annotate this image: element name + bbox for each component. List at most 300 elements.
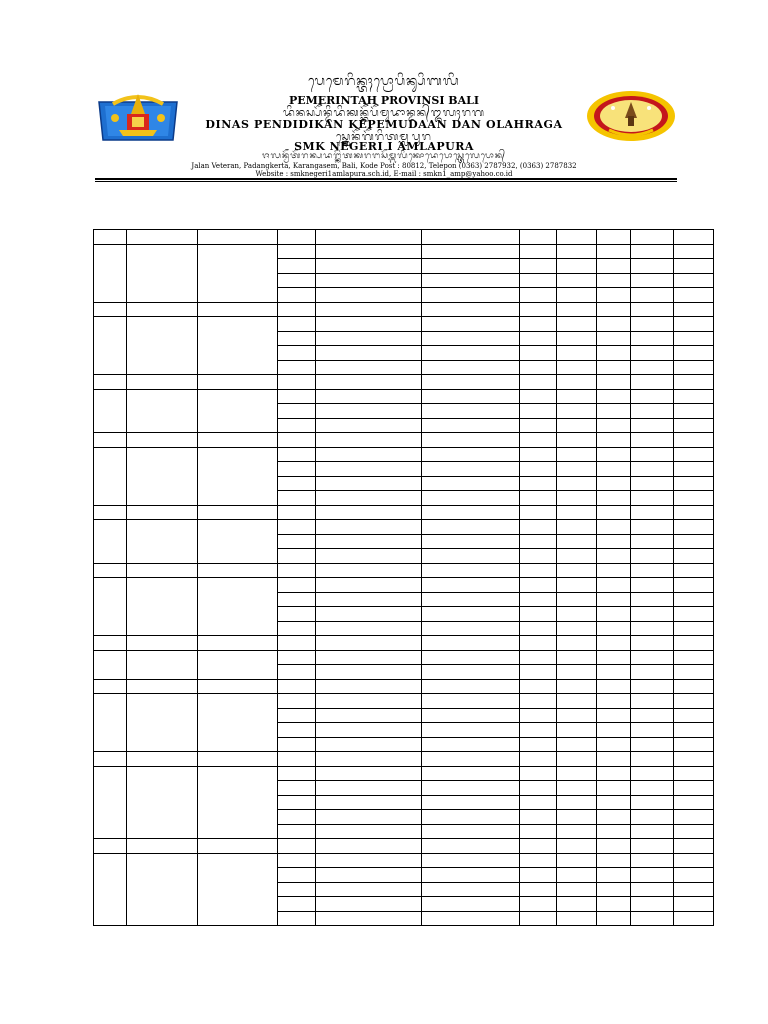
table-cell [631, 317, 674, 332]
table-cell [557, 317, 597, 332]
table-cell [674, 505, 714, 520]
table-cell [422, 331, 520, 346]
table-cell [674, 476, 714, 491]
table-cell [316, 636, 422, 651]
table-cell [557, 288, 597, 303]
table-cell [94, 578, 127, 636]
table-cell [94, 766, 127, 839]
table-cell [422, 679, 520, 694]
table-cell [557, 766, 597, 781]
table-cell [198, 679, 278, 694]
table-cell [674, 723, 714, 738]
table-cell [674, 331, 714, 346]
province-name: PEMERINTAH PROVINSI BALI [288, 94, 480, 107]
contact-line: Website : smknegeri1amlapura.sch.id, E-mail : smkn1_amp@yahoo.co.id [255, 170, 513, 178]
table-cell [520, 447, 557, 462]
table-cell [557, 433, 597, 448]
table-cell [278, 795, 316, 810]
letterhead-script-line-3: ᬲ᭄ᬫ᭄ᬓᬾᬦᭂᬕᭂᬭᬶᬢᬫ᭄ᬮᬧᬸᬭ [336, 130, 432, 143]
table-cell [316, 868, 422, 883]
table-cell [422, 520, 520, 535]
table-cell [278, 824, 316, 839]
table-cell [316, 534, 422, 549]
table-cell [422, 853, 520, 868]
table-cell [198, 853, 278, 926]
table-cell [597, 505, 631, 520]
table-cell [557, 563, 597, 578]
table-cell [520, 607, 557, 622]
table-cell [422, 534, 520, 549]
table-row [94, 244, 714, 259]
table-cell [557, 897, 597, 912]
table-cell [316, 650, 422, 665]
table-cell [422, 839, 520, 854]
table-cell [674, 650, 714, 665]
table-cell [597, 853, 631, 868]
table-cell [278, 853, 316, 868]
table-cell [316, 665, 422, 680]
table-cell [557, 447, 597, 462]
table-cell [316, 505, 422, 520]
table-cell [557, 853, 597, 868]
table-cell [557, 839, 597, 854]
table-cell [631, 549, 674, 564]
table-cell [422, 882, 520, 897]
table-cell [94, 853, 127, 926]
table-cell [316, 853, 422, 868]
table-row [94, 679, 714, 694]
table-cell [422, 621, 520, 636]
table-cell [198, 636, 278, 651]
table-cell [198, 375, 278, 390]
table-cell [597, 795, 631, 810]
table-cell [422, 868, 520, 883]
table-cell [316, 462, 422, 477]
table-cell [316, 491, 422, 506]
table-cell [422, 578, 520, 593]
table-cell [631, 389, 674, 404]
table-cell [422, 810, 520, 825]
table-cell [557, 244, 597, 259]
table-cell [316, 621, 422, 636]
header-cell [597, 230, 631, 245]
table-cell [316, 404, 422, 419]
table-cell [631, 766, 674, 781]
table-cell [127, 447, 198, 505]
table-cell [127, 302, 198, 317]
table-cell [557, 679, 597, 694]
table-cell [278, 694, 316, 709]
table-cell [597, 418, 631, 433]
school-name: SMK NEGERI I AMLAPURA [294, 140, 474, 153]
table-cell [557, 694, 597, 709]
table-cell [557, 375, 597, 390]
table-cell [422, 824, 520, 839]
table-cell [316, 302, 422, 317]
table-cell [422, 244, 520, 259]
table-cell [631, 810, 674, 825]
table-cell [674, 273, 714, 288]
table-cell [631, 360, 674, 375]
table-cell [278, 650, 316, 665]
table-cell [597, 259, 631, 274]
table-cell [557, 810, 597, 825]
table-cell [631, 868, 674, 883]
table-cell [557, 534, 597, 549]
table-header-row [94, 230, 714, 245]
table-cell [278, 476, 316, 491]
table-cell [674, 911, 714, 926]
table-cell [674, 694, 714, 709]
table-cell [520, 592, 557, 607]
table-cell [597, 331, 631, 346]
table-cell [422, 781, 520, 796]
table-cell [674, 708, 714, 723]
table-cell [557, 708, 597, 723]
table-cell [674, 302, 714, 317]
letterhead-divider-thin [95, 181, 677, 182]
table-cell [278, 679, 316, 694]
table-cell [520, 317, 557, 332]
table-cell [520, 708, 557, 723]
table-cell [316, 592, 422, 607]
table-cell [94, 433, 127, 448]
table-cell [520, 752, 557, 767]
table-row [94, 505, 714, 520]
table-cell [597, 317, 631, 332]
table-cell [422, 650, 520, 665]
table-cell [631, 302, 674, 317]
table-cell [631, 592, 674, 607]
table-row [94, 302, 714, 317]
table-cell [278, 360, 316, 375]
table-cell [520, 868, 557, 883]
table-cell [520, 781, 557, 796]
table-cell [557, 259, 597, 274]
table-cell [422, 607, 520, 622]
table-cell [520, 491, 557, 506]
table-cell [597, 607, 631, 622]
table-cell [127, 766, 198, 839]
department-name: DINAS PENDIDIKAN KEPEMUDAAN DAN OLAHRAGA [205, 118, 563, 131]
table-cell [631, 853, 674, 868]
table-cell [557, 505, 597, 520]
table-cell [316, 447, 422, 462]
table-cell [631, 375, 674, 390]
table-cell [94, 505, 127, 520]
table-cell [316, 766, 422, 781]
form-table [93, 229, 714, 926]
table-cell [674, 752, 714, 767]
table-cell [422, 418, 520, 433]
table-cell [631, 346, 674, 361]
table-cell [674, 621, 714, 636]
table-cell [422, 447, 520, 462]
table-cell [597, 911, 631, 926]
table-cell [597, 824, 631, 839]
table-cell [557, 389, 597, 404]
table-cell [198, 578, 278, 636]
table-cell [278, 317, 316, 332]
table-cell [422, 708, 520, 723]
table-cell [422, 911, 520, 926]
table-cell [557, 273, 597, 288]
table-cell [127, 244, 198, 302]
table-cell [278, 621, 316, 636]
table-cell [198, 563, 278, 578]
table-cell [597, 897, 631, 912]
table-cell [316, 520, 422, 535]
table-cell [597, 433, 631, 448]
table-cell [198, 694, 278, 752]
table-cell [198, 752, 278, 767]
table-cell [597, 752, 631, 767]
table-cell [631, 911, 674, 926]
table-row [94, 447, 714, 462]
table-cell [557, 737, 597, 752]
table-cell [316, 607, 422, 622]
table-cell [674, 288, 714, 303]
letterhead-script-line-4: ᬚᬮᬦ᭄ᬯᭂᬢᭂᬭᬦ᭄ᬧᬤᬗ᭄ᬓᭂᬃᬢᬓᬭᬗᬲᭂᬫ᭄ᬩᬮᬶᬓᭀᬤᬾᬧᭀᬲ᭄ᬢ᭄ᬢᬾᬮᬾᬧᭀᬦ᭄ [262, 151, 506, 161]
table-cell [422, 375, 520, 390]
table-cell [520, 549, 557, 564]
table-cell [520, 375, 557, 390]
table-cell [127, 636, 198, 651]
table-cell [674, 795, 714, 810]
table-cell [520, 244, 557, 259]
table-cell [316, 708, 422, 723]
table-cell [127, 853, 198, 926]
table-cell [631, 839, 674, 854]
table-cell [94, 447, 127, 505]
table-cell [597, 882, 631, 897]
table-cell [316, 273, 422, 288]
table-cell [557, 549, 597, 564]
table-cell [316, 317, 422, 332]
table-cell [631, 462, 674, 477]
table-cell [127, 578, 198, 636]
table-cell [520, 897, 557, 912]
table-cell [278, 810, 316, 825]
table-row [94, 389, 714, 404]
table-row [94, 433, 714, 448]
table-cell [278, 346, 316, 361]
table-cell [674, 810, 714, 825]
table-cell [597, 839, 631, 854]
table-row [94, 766, 714, 781]
table-cell [597, 273, 631, 288]
table-cell [520, 505, 557, 520]
table-cell [198, 317, 278, 375]
table-cell [316, 418, 422, 433]
table-cell [278, 592, 316, 607]
table-cell [422, 897, 520, 912]
table-cell [674, 346, 714, 361]
table-cell [674, 404, 714, 419]
table-cell [557, 607, 597, 622]
table-cell [674, 563, 714, 578]
table-cell [278, 505, 316, 520]
table-cell [557, 520, 597, 535]
table-cell [422, 317, 520, 332]
table-cell [631, 665, 674, 680]
table-cell [674, 766, 714, 781]
table-cell [198, 302, 278, 317]
table-cell [597, 491, 631, 506]
table-cell [557, 476, 597, 491]
table-cell [94, 650, 127, 679]
table-cell [557, 418, 597, 433]
table-cell [597, 360, 631, 375]
header-cell [422, 230, 520, 245]
table-cell [631, 708, 674, 723]
table-cell [127, 520, 198, 564]
table-cell [316, 781, 422, 796]
table-cell [316, 810, 422, 825]
table-row [94, 853, 714, 868]
table-cell [316, 694, 422, 709]
table-cell [278, 882, 316, 897]
table-cell [520, 824, 557, 839]
table-cell [422, 694, 520, 709]
table-cell [631, 752, 674, 767]
table-cell [631, 781, 674, 796]
table-cell [278, 737, 316, 752]
table-cell [316, 563, 422, 578]
table-cell [94, 389, 127, 433]
table-cell [316, 346, 422, 361]
table-cell [278, 462, 316, 477]
header-cell [557, 230, 597, 245]
table-cell [597, 694, 631, 709]
table-cell [557, 404, 597, 419]
table-cell [94, 563, 127, 578]
table-cell [278, 839, 316, 854]
header-cell [674, 230, 714, 245]
table-cell [674, 389, 714, 404]
table-cell [674, 491, 714, 506]
table-cell [278, 578, 316, 593]
table-cell [597, 288, 631, 303]
table-cell [520, 737, 557, 752]
table-cell [557, 346, 597, 361]
table-cell [316, 911, 422, 926]
table-cell [631, 723, 674, 738]
table-cell [422, 737, 520, 752]
table-cell [674, 244, 714, 259]
table-cell [674, 636, 714, 651]
table-cell [557, 621, 597, 636]
table-cell [94, 375, 127, 390]
table-cell [127, 694, 198, 752]
table-cell [597, 737, 631, 752]
table-cell [520, 389, 557, 404]
table-cell [278, 534, 316, 549]
table-row [94, 563, 714, 578]
table-cell [422, 273, 520, 288]
header-cell [127, 230, 198, 245]
table-cell [520, 288, 557, 303]
table-cell [278, 491, 316, 506]
table-cell [631, 882, 674, 897]
table-cell [520, 476, 557, 491]
table-cell [631, 259, 674, 274]
table-cell [316, 839, 422, 854]
header-cell [278, 230, 316, 245]
header-cell [520, 230, 557, 245]
table-cell [557, 882, 597, 897]
table-cell [316, 679, 422, 694]
table-cell [278, 288, 316, 303]
table-cell [316, 824, 422, 839]
table-cell [597, 621, 631, 636]
table-cell [94, 302, 127, 317]
table-cell [597, 302, 631, 317]
table-cell [316, 331, 422, 346]
table-cell [520, 766, 557, 781]
table-cell [557, 911, 597, 926]
table-cell [127, 679, 198, 694]
table-cell [94, 839, 127, 854]
table-row [94, 839, 714, 854]
table-cell [557, 578, 597, 593]
table-cell [316, 476, 422, 491]
table-cell [278, 302, 316, 317]
table-cell [597, 868, 631, 883]
table-cell [557, 491, 597, 506]
table-cell [278, 447, 316, 462]
address-line: Jalan Veteran, Padangkerta, Karangasem, Bali, Kode Post : 80812, Telepon (0363) 2787932, (0363) 2787832 [191, 162, 577, 170]
table-cell [597, 592, 631, 607]
table-cell [631, 447, 674, 462]
table-cell [422, 462, 520, 477]
table-cell [278, 708, 316, 723]
table-cell [127, 389, 198, 433]
table-cell [278, 868, 316, 883]
table-cell [278, 259, 316, 274]
table-cell [674, 447, 714, 462]
table-cell [316, 375, 422, 390]
table-cell [422, 563, 520, 578]
table-cell [597, 766, 631, 781]
table-cell [422, 752, 520, 767]
header-cell [198, 230, 278, 245]
header-cell [631, 230, 674, 245]
table-cell [422, 346, 520, 361]
table-cell [597, 404, 631, 419]
table-row [94, 578, 714, 593]
table-cell [674, 665, 714, 680]
table-cell [674, 868, 714, 883]
table-cell [631, 824, 674, 839]
table-cell [422, 505, 520, 520]
table-cell [631, 578, 674, 593]
table-cell [127, 317, 198, 375]
table-cell [557, 781, 597, 796]
table-cell [631, 491, 674, 506]
table-cell [278, 752, 316, 767]
table-cell [631, 418, 674, 433]
table-cell [422, 476, 520, 491]
table-cell [316, 389, 422, 404]
table-row [94, 317, 714, 332]
table-cell [278, 723, 316, 738]
table-cell [631, 795, 674, 810]
table-cell [557, 868, 597, 883]
table-cell [278, 781, 316, 796]
table-cell [674, 520, 714, 535]
table-cell [674, 853, 714, 868]
